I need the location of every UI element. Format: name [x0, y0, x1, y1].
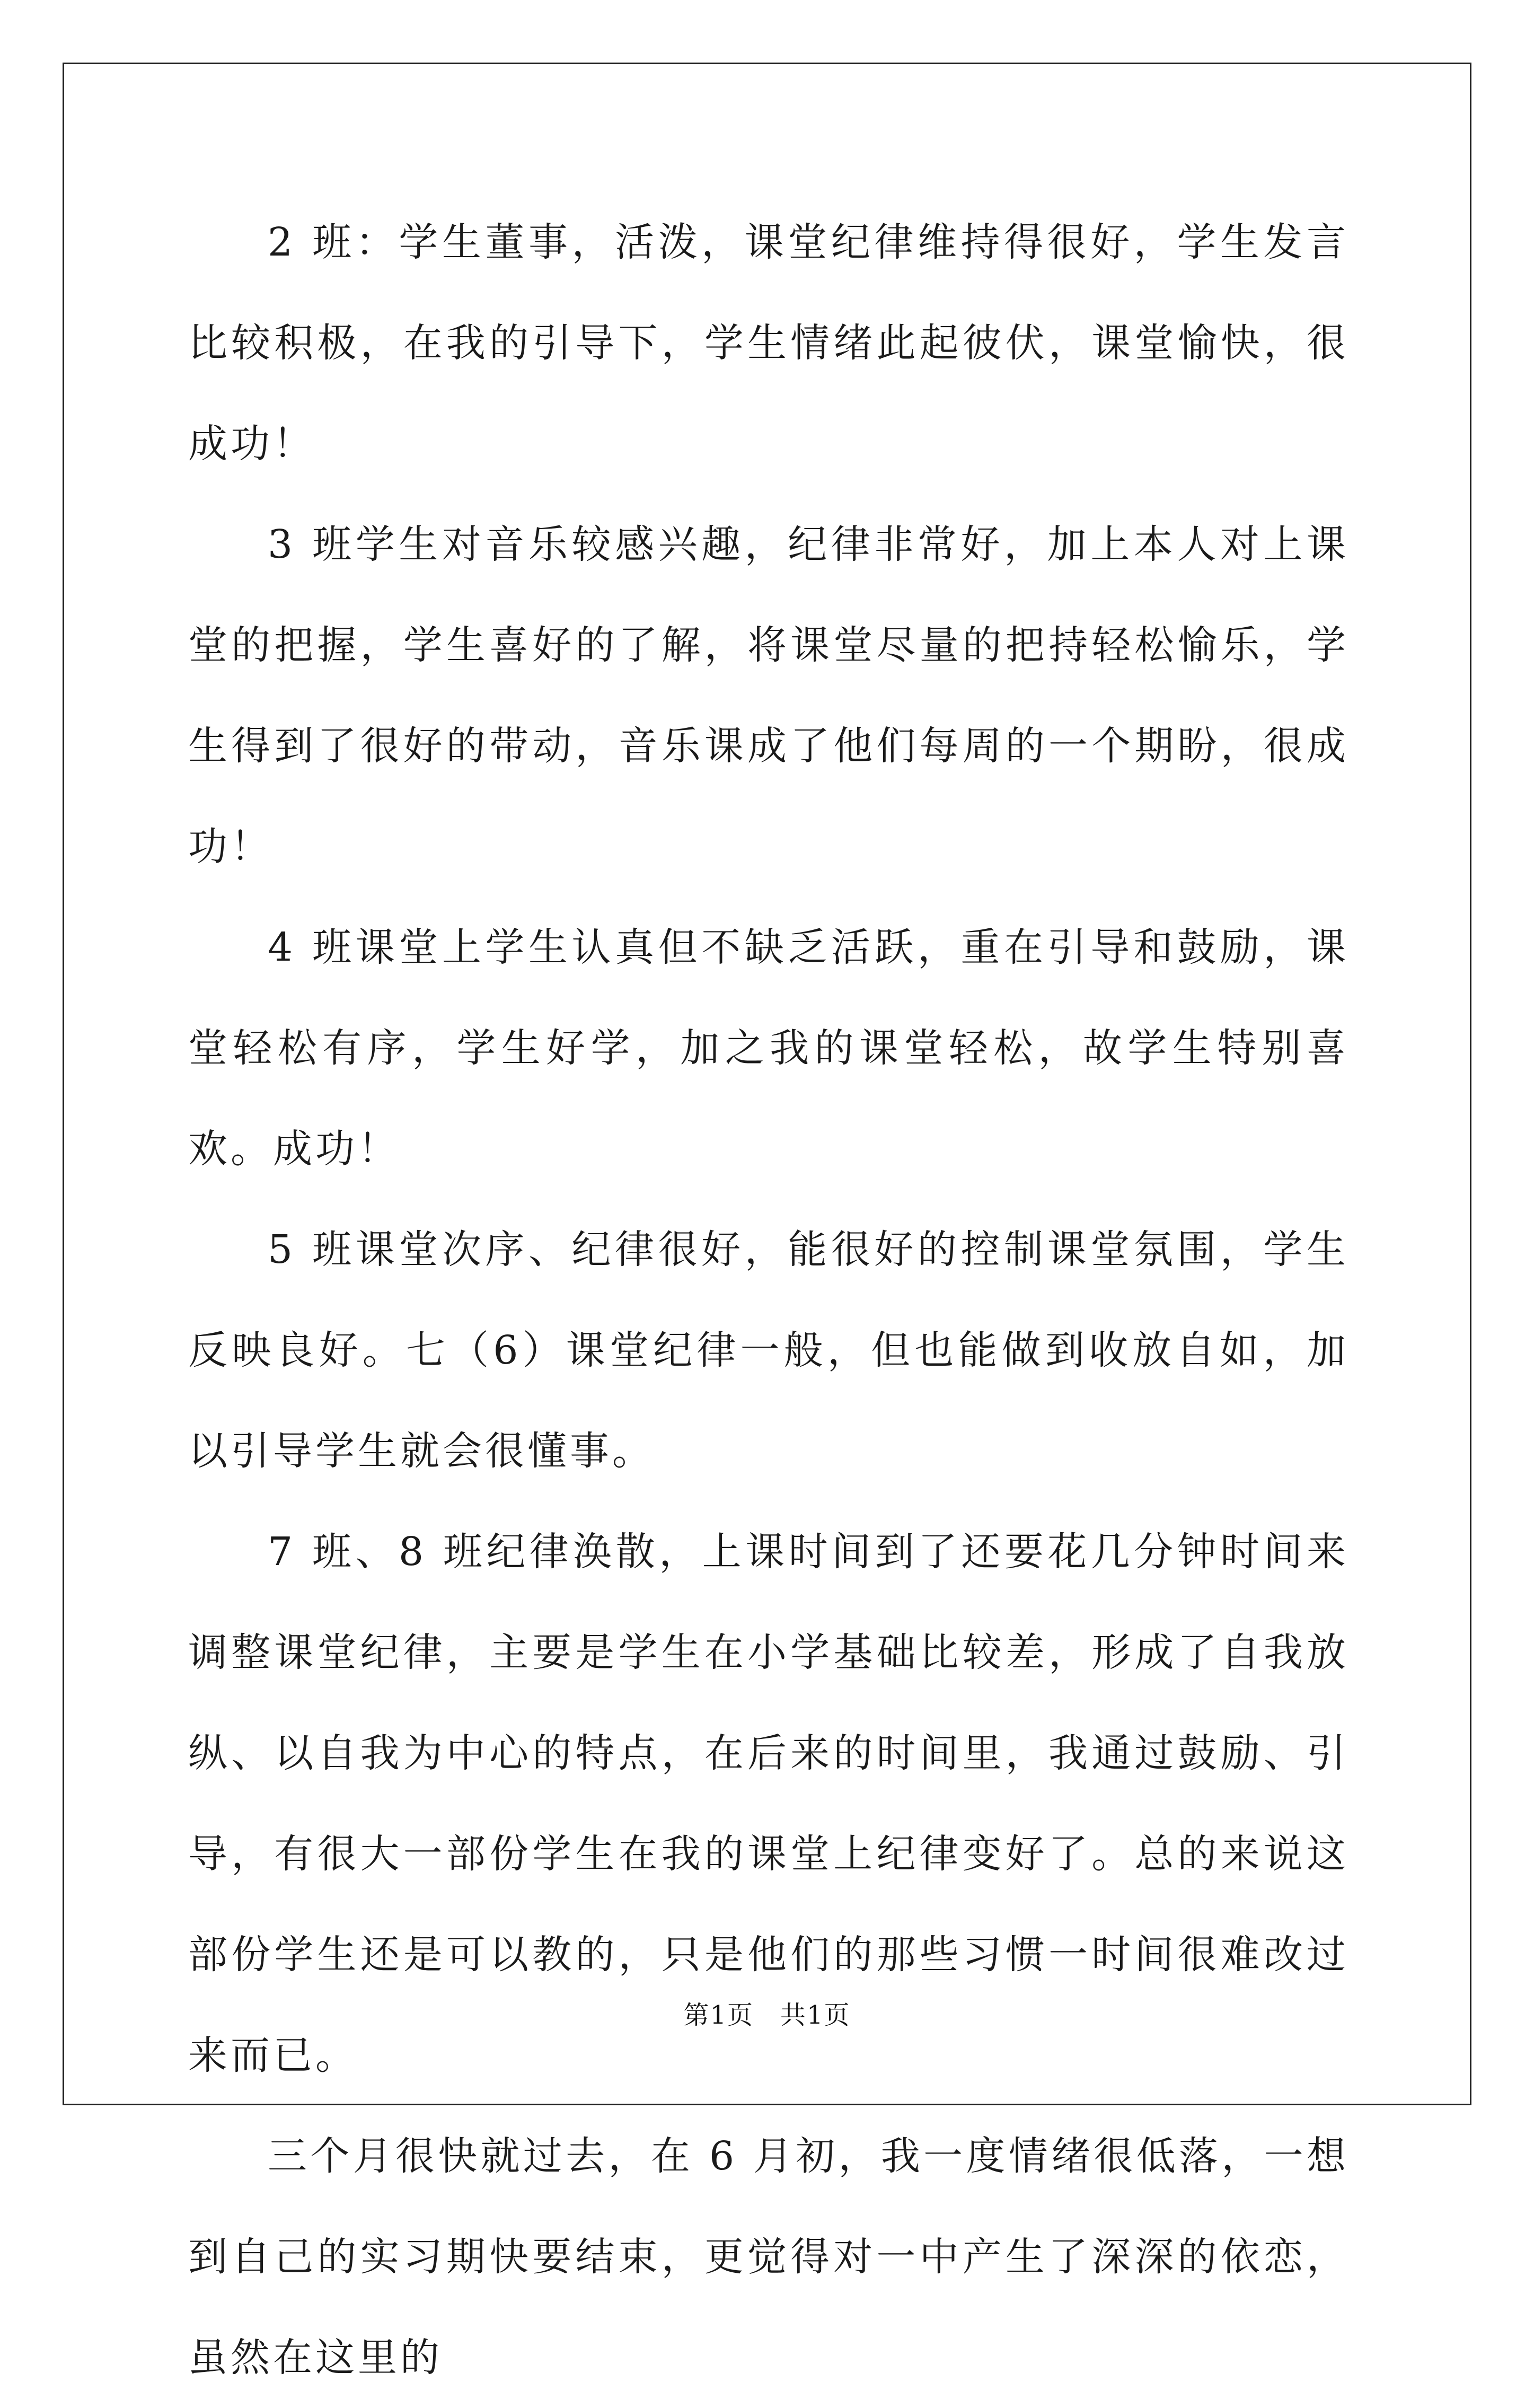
paragraph-class-7-8: 7 班、8 班纪律涣散，上课时间到了还要花几分钟时间来调整课堂纪律，主要是学生在小学基础比较差，形成了自我放纵、以自我为中心的特点，在后来的时间里，我通过鼓励、引导，有很大一部份学生在我的课堂上纪律变好了。总的来说这部份学生还是可以教的，只是他们的那些习惯一时间很难改过来而已。 [188, 1529, 1349, 2078]
paragraph-class-4: 4 班课堂上学生认真但不缺乏活跃，重在引导和鼓励，课堂轻松有序，学生好学，加之我的课堂轻松，故学生特别喜欢。成功！ [188, 925, 1349, 1172]
paragraph-class-3: 3 班学生对音乐较感兴趣，纪律非常好，加上本人对上课堂的把握，学生喜好的了解，将课堂尽量的把持轻松愉乐，学生得到了很好的带动，音乐课成了他们每周的一个期盼，很成功！ [188, 522, 1349, 869]
paragraph-class-5: 5 班课堂次序、纪律很好，能很好的控制课堂氛围，学生反映良好。七（6）课堂纪律一般，但也能做到收放自如，加以引导学生就会很懂事。 [188, 1227, 1349, 1474]
page-footer: 第1页 共1页 [683, 2000, 851, 2030]
paragraph-conclusion: 三个月很快就过去，在 6 月初，我一度情绪很低落，一想到自己的实习期快要结束，更觉得对一中产生了深深的依恋，虽然在这里的 [188, 2133, 1349, 2380]
document-body [188, 192, 1349, 2408]
paragraph-class-2: 2 班：学生董事，活泼，课堂纪律维持得很好，学生发言比较积极，在我的引导下，学生情绪此起彼伏，课堂愉快，很成功！ [188, 219, 1349, 467]
